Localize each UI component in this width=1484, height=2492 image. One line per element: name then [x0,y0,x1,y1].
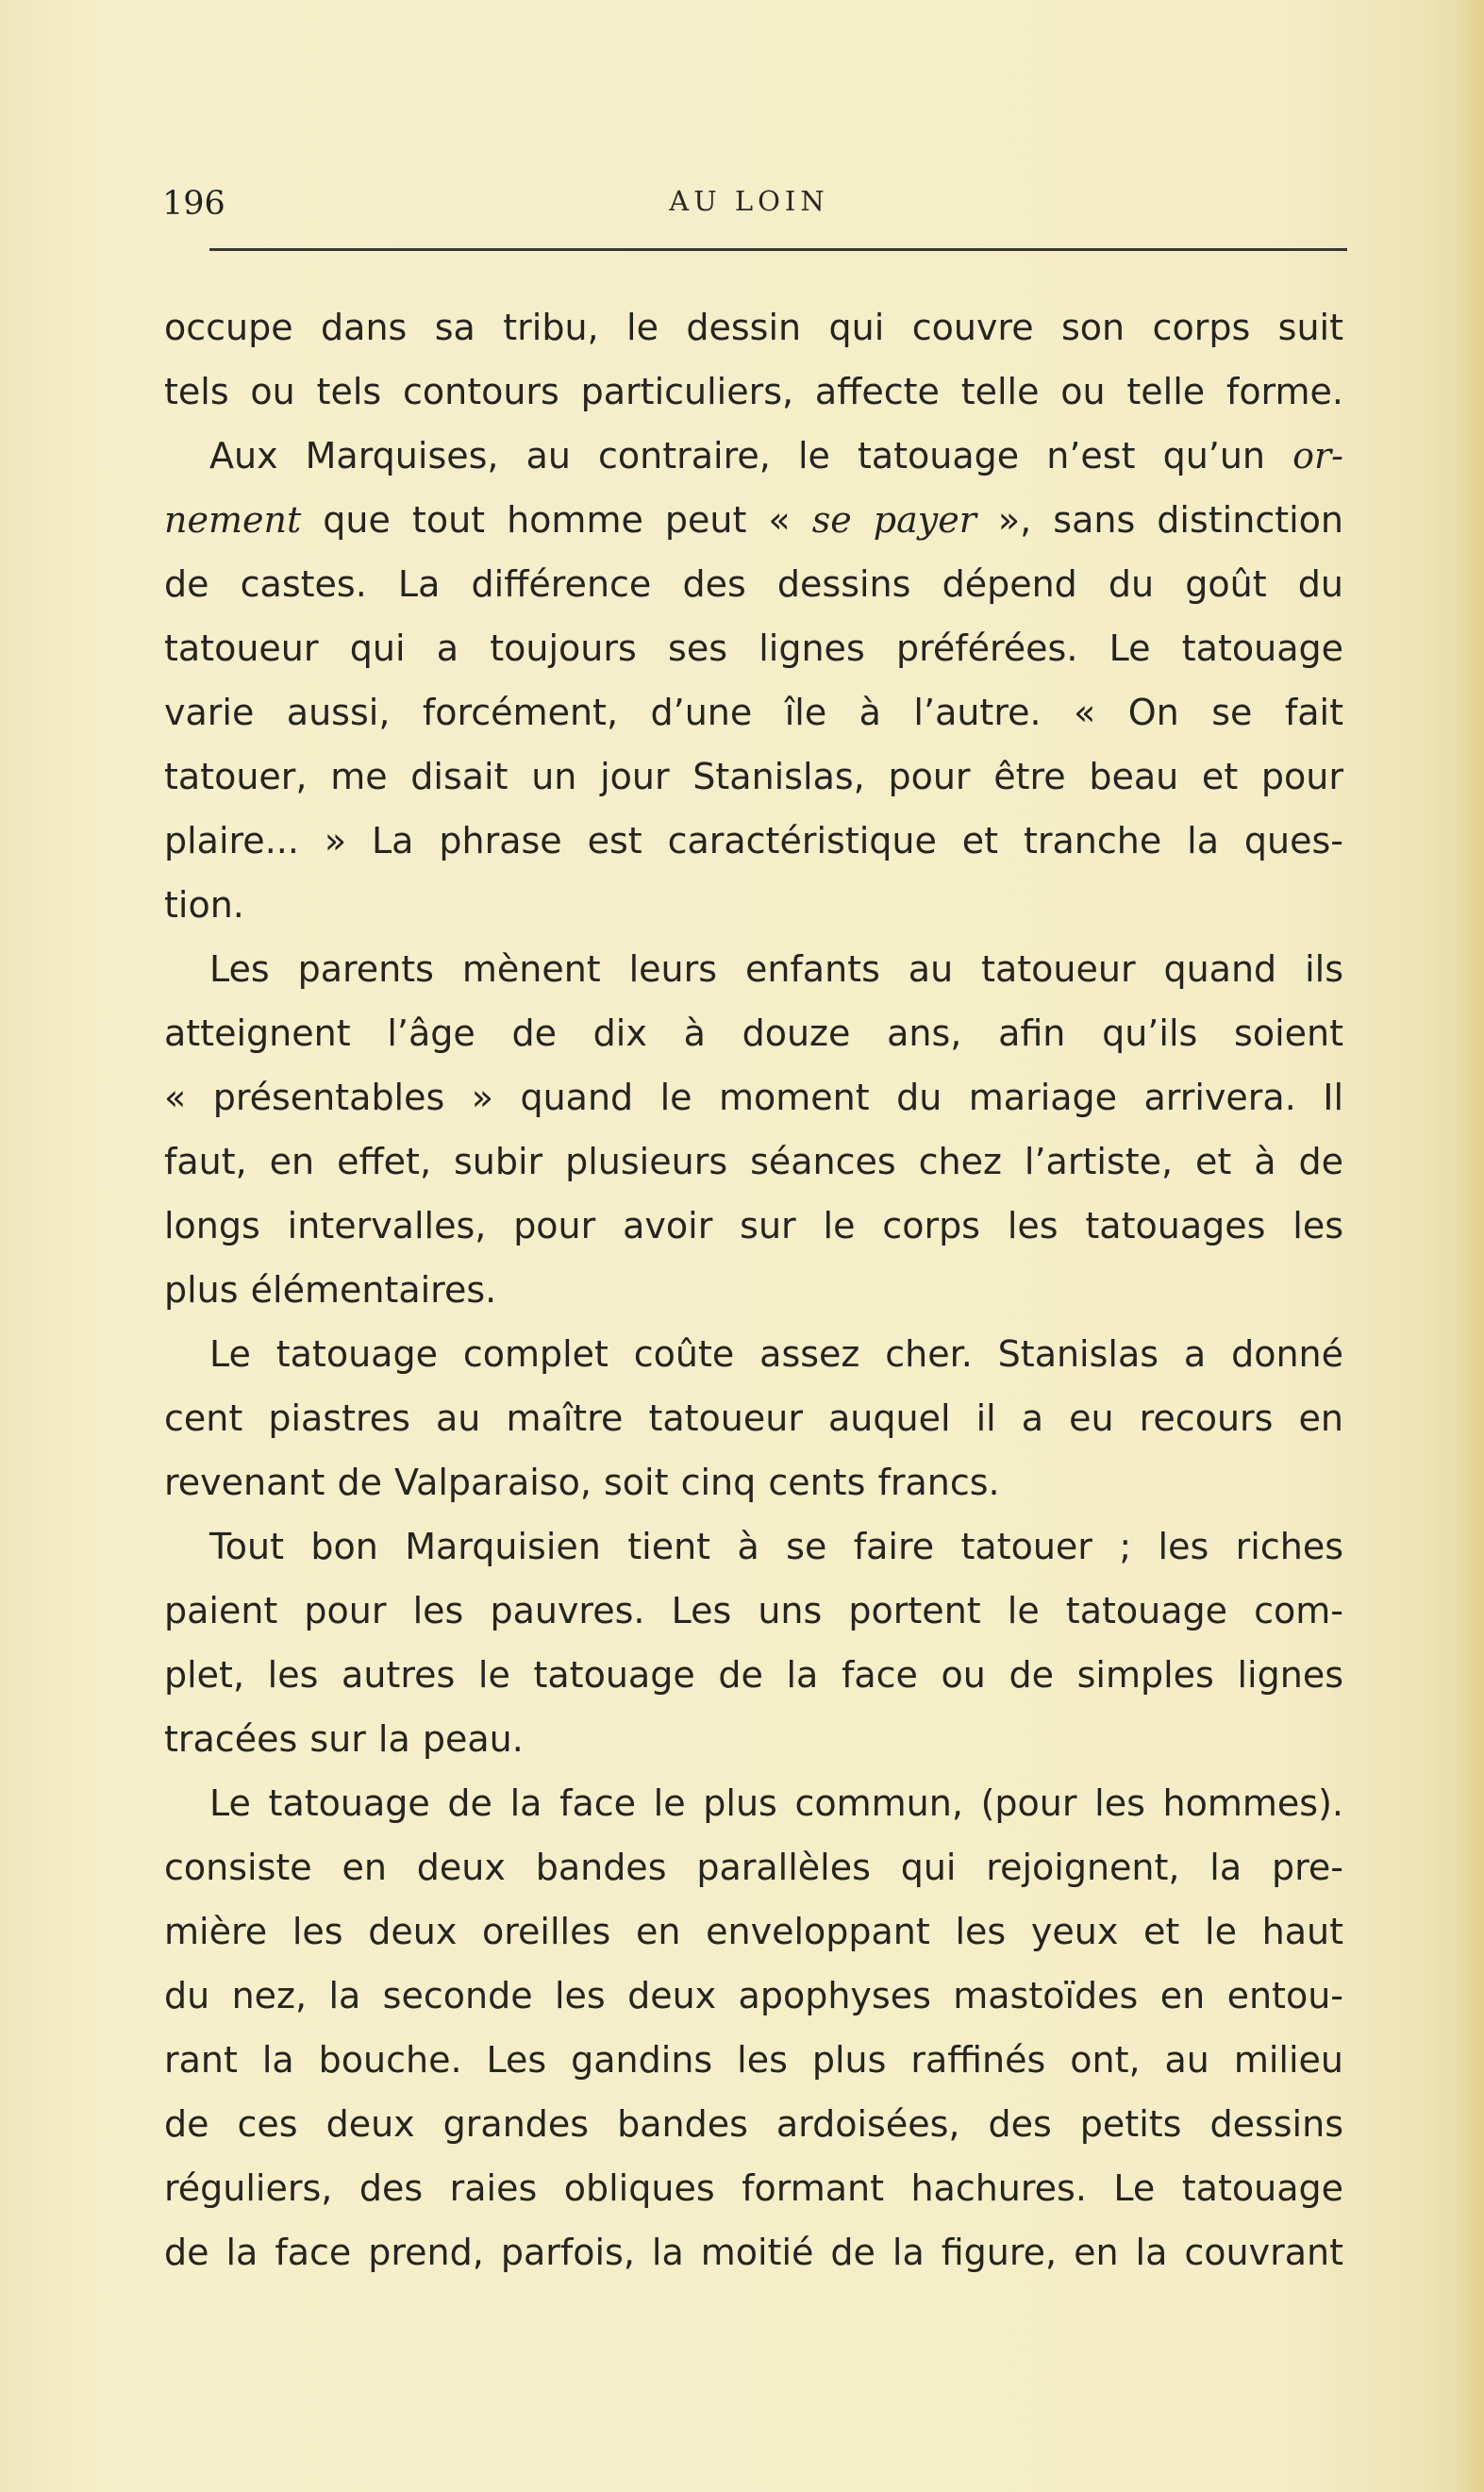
body-text [164,295,1343,2284]
text-line [164,2028,1343,2092]
text-segment: cent piastres au maître tatoueur auquel il a eu recours en [164,1397,1343,1439]
text-line [164,295,1343,360]
text-line [164,1899,1343,1964]
text-segment: plaire... » La phrase est caractéristique et tranche la ques- [164,820,1343,861]
text-segment: tatoueur qui a toujours ses lignes préférées. Le tatouage [164,627,1343,669]
text-segment: réguliers, des raies obliques formant hachures. Le tatouage [164,2167,1343,2209]
text-line [164,809,1343,873]
text-line [164,680,1343,744]
text-segment: Tout bon Marquisien tient à se faire tatouer ; les riches [209,1526,1343,1567]
text-segment: de castes. La différence des dessins dépend du goût du [164,563,1343,605]
text-segment: varie aussi, forcément, d’une île à l’autre. « On se fait [164,692,1343,733]
text-line [164,1065,1343,1129]
text-line [164,2092,1343,2156]
text-segment: tatouer, me disait un jour Stanislas, pour être beau et pour [164,756,1343,797]
text-line [164,1386,1343,1450]
running-title: AU LOIN [669,185,829,217]
text-line [164,1771,1343,1835]
text-segment: tels ou tels contours particuliers, affecte telle ou telle forme. [164,371,1343,412]
page-edge-shadow [1459,0,1484,2492]
text-segment: revenant de Valparaiso, soit cinq cents francs. [164,1462,1000,1503]
text-line [164,1964,1343,2028]
text-segment: Les parents mènent leurs enfants au tatoueur quand ils [209,948,1343,990]
text-line [164,873,1343,937]
text-line [164,1322,1343,1386]
text-line [164,937,1343,1001]
text-line [164,1835,1343,1899]
text-segment: mière les deux oreilles en enveloppant les yeux et le haut [164,1911,1343,1952]
text-segment: paient pour les pauvres. Les uns portent le tatouage com- [164,1590,1343,1631]
text-segment: faut, en effet, subir plusieurs séances chez l’artiste, et à de [164,1141,1343,1182]
text-segment: de ces deux grandes bandes ardoisées, des petits dessins [164,2103,1343,2145]
italic-text: nement [164,499,302,541]
text-line [164,616,1343,680]
page-header [162,185,1336,230]
text-line [164,1450,1343,1514]
text-segment: atteignent l’âge de dix à douze ans, afin qu’ils soient [164,1012,1343,1054]
text-segment: occupe dans sa tribu, le dessin qui couvre son corps suit [164,307,1343,348]
page-number: 196 [162,185,225,223]
text-line [164,2156,1343,2220]
text-segment: tracées sur la peau. [164,1718,524,1760]
italic-text: or- [1292,435,1343,477]
text-line [164,424,1343,488]
text-line [164,552,1343,616]
text-segment: que tout homme peut « [301,499,812,541]
text-segment: plus élémentaires. [164,1269,497,1311]
text-segment: rant la bouche. Les gandins les plus raffinés ont, au milieu [164,2039,1343,2081]
text-segment: », sans distinction [975,499,1343,541]
italic-text: se payer [811,499,976,541]
text-segment: « présentables » quand le moment du mariage arrivera. Il [164,1077,1343,1118]
text-line [164,1001,1343,1065]
text-line [164,2220,1343,2284]
text-segment: Aux Marquises, au contraire, le tatouage n’est qu’un [209,435,1293,477]
text-line [164,1643,1343,1707]
text-line [164,744,1343,809]
text-segment: du nez, la seconde les deux apophyses mastoïdes en entou- [164,1975,1343,2016]
text-line [164,1129,1343,1194]
text-line [164,488,1343,552]
text-segment: tion. [164,884,244,926]
text-segment: consiste en deux bandes parallèles qui rejoignent, la pre- [164,1847,1343,1888]
text-line [164,1514,1343,1579]
text-line [164,1707,1343,1771]
text-segment: plet, les autres le tatouage de la face ou de simples lignes [164,1654,1343,1696]
text-segment: Le tatouage de la face le plus commun, (pour les hommes). [209,1782,1343,1824]
text-segment: longs intervalles, pour avoir sur le corps les tatouages les [164,1205,1343,1246]
text-line [164,1194,1343,1258]
text-segment: de la face prend, parfois, la moitié de la figure, en la couvrant [164,2232,1343,2273]
text-line [164,1579,1343,1643]
text-line [164,360,1343,424]
text-segment: Le tatouage complet coûte assez cher. Stanislas a donné [209,1333,1343,1375]
header-rule [209,248,1347,251]
text-line [164,1258,1343,1322]
